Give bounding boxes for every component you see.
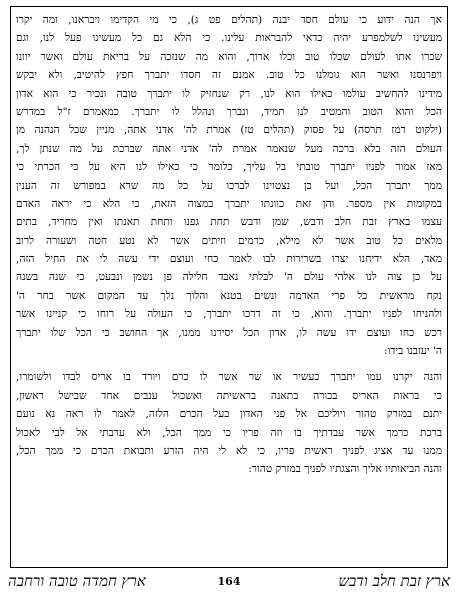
page-footer: [8, 572, 450, 594]
footer-section-title: ארץ חמדה טובה ורחבה: [8, 572, 146, 590]
text-line: ולהניחו לפניו יתברך. והוא, כי זה דרכו יתברך, כי העולה על רוחו כי קניינו אשר: [16, 308, 442, 321]
text-line: ממנו עד אציג לפניך ראשית פריו, כי לא לי היה הזרע ותבואת הכרם כי ממך הכל,: [16, 444, 442, 457]
page-number: 164: [217, 575, 241, 588]
text-line: הכל והוא הטוב והמטיב לנו תמיד, ונברך ונהלל לו יתברך. כמאמרם ז"ל במדרש: [16, 105, 442, 118]
text-line: מעשינו לשלמפרע יהיה כדאי להבראות עלינו. כי הלא גם כל מעשינו פעל לנו, וגם: [16, 32, 442, 45]
text-line: ברכת כרמך אשר עבדתיך בו וזה פריו כי ממך הכל, ולא ערבתי אל לבי לאכול: [16, 426, 442, 439]
body-text: [16, 11, 442, 565]
footer-book-title: ארץ זבת חלב ודבש: [338, 572, 450, 590]
text-line: ויפרנסנו ואשר הוא גומלנו כל טוב. אמנם זה חסדו יתברך חפץ להיטיב, ולא יבקש: [16, 69, 442, 82]
text-line: מאז אמור לפניו יתברך טובתי בל עליך, כלומר כי כאילו לנו היא על כי הכרתי כי: [16, 161, 442, 174]
text-line: ממך יתברך הכל, ועל כן נצטוינו לברכו על כל מה שרא במפורש זה הענין: [16, 179, 442, 192]
text-line: במקומות אין מספר. והן זאת כוונתו יתברך במצוה הזאת, כי הלא כי יראה האדם: [16, 197, 442, 210]
text-line: (ילקוט רמז תרסה) על פסוק (תהלים טז) אמרת לה' אדני אתה, מניין שכל הנהנה מן: [16, 124, 442, 137]
text-line: מידינו להחשיב עולמו כאילו הוא לנו, רק שנחזיק לו יתברך טובה ונכיר כי הוא אדון: [16, 87, 442, 100]
text-line: ה' יעזבנו בידו:: [384, 345, 442, 358]
text-line: יתנם במזרק טהור ויוליכם אל פני האדון בעל הכרם הלזה, לאמר לו ראה נא נועם: [16, 408, 442, 421]
text-line: מלאים כל טוב אשר לא מילא, כרמים וזיתים אשר לא נטע חטה ושעורה לרוב: [16, 234, 442, 247]
text-line: והנה הביאותיו אליך והצגתיו לפניך במזרק טהור:: [248, 463, 442, 476]
text-line: שכרו אתו לעולם שכלו טוב וכלו ארוך, והוא מה שנזכה על בריאת עולם ואשר יוונו: [16, 50, 442, 63]
paragraph-2: [16, 368, 442, 478]
paragraph-gap: [16, 360, 442, 368]
text-line: העולם הזה בלא ברכה מעל שנאמר אמרת לה' אדני אתה שברכת על מה שנתן לך,: [16, 142, 442, 155]
text-line: נקח מראשית כל פרי האדמה ונשים בטנא והלוך נלך עד המקום אשר בחר ה': [16, 289, 442, 302]
paragraph-1: [16, 11, 442, 360]
text-line: והנה יקרנו עמו יתברך כעשיר או שר אשר לו כרם ויורד בו אריס לבדו ולשומרו,: [16, 371, 442, 384]
text-line: על כן צוה לנו אלהי עולם ה' לבלתי נאבד חלילה פן נשמן ונבעט, כי שנה בשנה: [16, 271, 442, 284]
text-line: אך הנה ידוע כי עולם חסד יבנה (תהלים פט ג), כי מי הקדימו ויבראנו, ומה יקרו: [16, 14, 442, 26]
text-line: עצמו בארץ זבת חלב ודבש, שמן ודבש תחת גפנו ותחת תאנתו ואין מחריד, בתים: [16, 216, 442, 229]
text-line: רכש כחו ועוצם ידו עשה לו, אדון הכל יסירנו ממנו, אך החושב כי הכל שלו יתברך: [16, 326, 442, 339]
text-line: מאד, הלא ידיחנו יצרו בשרירות לבו לאמר כחי ועוצם ידי עשה לי את החיל הזה,: [16, 253, 442, 266]
text-line: כי בראות האריס בכורה בתאנה בראשיתה ואשכול ענבים אחד שבישל ראשון,: [16, 389, 442, 402]
